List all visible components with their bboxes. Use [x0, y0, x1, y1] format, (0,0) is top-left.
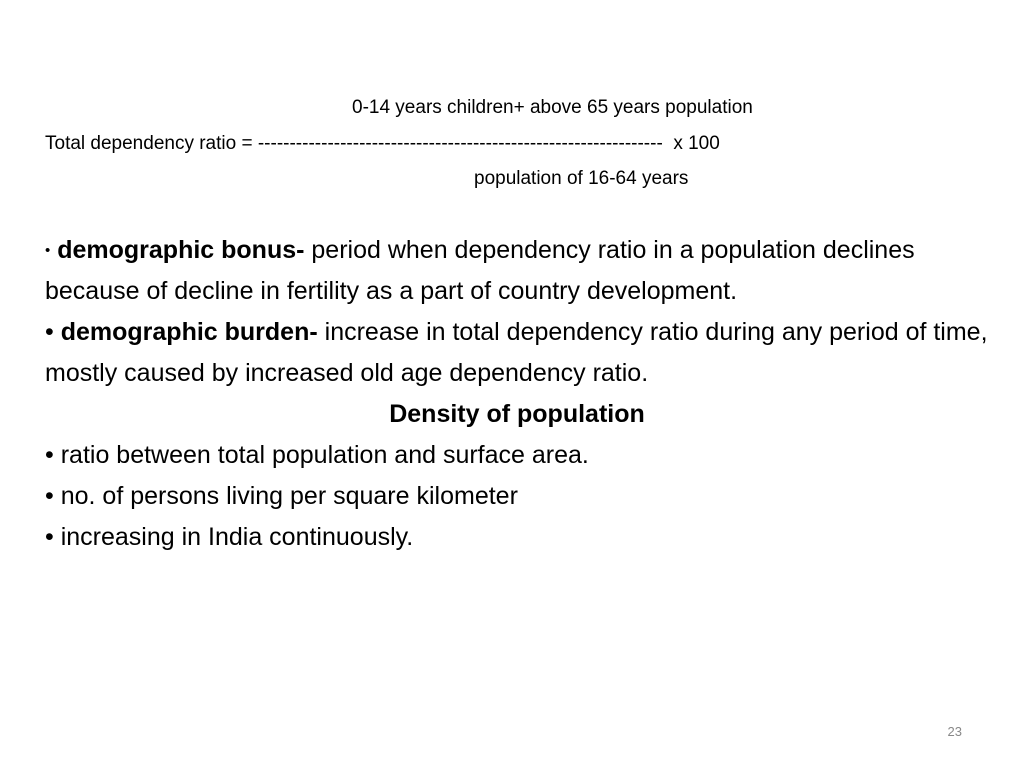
density-item — [45, 435, 995, 476]
definition-demographic-bonus: period when dependency ratio in a population declines because of decline in fertility as a part of country development. — [45, 236, 915, 305]
bullet-marker: • — [45, 318, 54, 346]
bullet-marker: • — [45, 242, 51, 259]
density-item — [45, 476, 995, 517]
formula-fraction-bar: ---------------------------------------------------------------- — [257, 133, 663, 154]
density-item-text: increasing in India continuously. — [60, 523, 414, 551]
density-heading: Density of population — [389, 400, 645, 428]
bullet-demographic-bonus — [45, 230, 995, 312]
formula-lhs: Total dependency ratio = — [45, 133, 258, 154]
bullet-list — [45, 230, 995, 558]
formula-numerator: 0-14 years children+ above 65 years population — [352, 97, 753, 118]
formula-denominator: population of 16-64 years — [474, 168, 689, 189]
term-demographic-bonus: demographic bonus- — [57, 236, 305, 264]
bullet-marker: • — [45, 523, 54, 551]
density-item — [45, 517, 995, 558]
page-number: 23 — [947, 724, 962, 739]
formula-main-line — [45, 134, 720, 153]
definition-demographic-burden: increase in total dependency ratio during any period of time, mostly caused by increased old age dependency ratio. — [45, 318, 988, 387]
density-item-text: ratio between total population and surface area. — [60, 441, 589, 469]
bullet-marker: • — [45, 482, 54, 510]
bullet-marker: • — [45, 441, 54, 469]
bullet-demographic-burden — [45, 312, 995, 394]
density-item-text: no. of persons living per square kilometer — [60, 482, 518, 510]
term-demographic-burden: demographic burden- — [60, 318, 318, 346]
formula-multiplier: x 100 — [662, 133, 720, 154]
